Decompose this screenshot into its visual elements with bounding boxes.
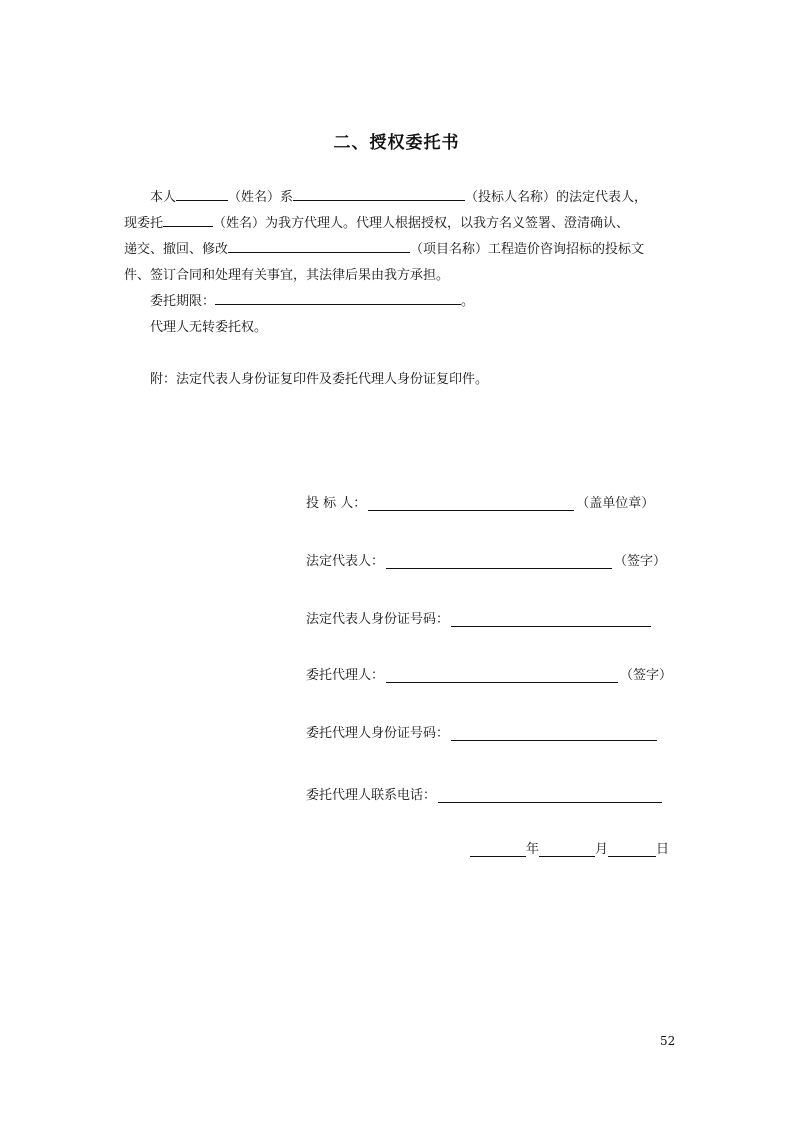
text-segment: （投标人名称）的法定代表人， [465,190,648,205]
agent-id-blank[interactable] [451,726,657,741]
bidder-signature-row [306,492,654,511]
spacer [124,341,684,367]
agent-blank[interactable] [386,668,618,683]
day-label: 日 [656,842,670,857]
paragraph-line-4: 件、签订合同和处理有关事宜，其法律后果由我方承担。 [124,268,450,283]
text-segment: （项目名称）工程造价咨询招标的投标文 [410,242,645,257]
text-segment: 现委托 [124,216,164,231]
term-line [124,289,684,315]
text-segment: （姓名）系 [228,190,294,205]
bidder-name-blank[interactable] [293,188,465,201]
agent-signature-row [306,664,672,683]
legal-rep-id-blank[interactable] [451,612,651,627]
term-blank[interactable] [215,292,461,305]
term-label: 委托期限： [150,294,216,309]
project-name-blank[interactable] [228,240,410,253]
month-label: 月 [595,842,609,857]
text-segment: 本人 [150,190,177,205]
legal-rep-label: 法定代表人： [306,554,385,569]
text-segment: 递交、撤回、修改 [124,242,229,257]
page-number: 52 [660,1034,676,1048]
seal-note: （盖单位章） [576,496,655,511]
month-blank[interactable] [539,842,595,857]
legal-rep-id-row [306,608,653,627]
agent-name-blank[interactable] [163,214,213,227]
legal-rep-id-label: 法定代表人身份证号码： [306,612,450,627]
date-row [470,838,669,857]
agent-id-label: 委托代理人身份证号码： [306,726,450,741]
day-blank[interactable] [608,842,656,857]
document-title: 二、授权委托书 [333,133,460,153]
sign-note: （签字） [614,554,667,569]
bidder-blank[interactable] [368,496,574,511]
agent-phone-blank[interactable] [438,788,662,803]
paragraph-line-3 [124,237,684,263]
legal-rep-signature-row [306,550,666,569]
agent-phone-row [306,784,664,803]
attachment-note: 附：法定代表人身份证复印件及委托代理人身份证复印件。 [150,372,489,387]
authorization-paragraph [124,185,684,393]
bidder-label: 投 标 人： [306,496,367,511]
agent-label: 委托代理人： [306,668,385,683]
sign-note: （签字） [620,668,673,683]
agent-phone-label: 委托代理人联系电话： [306,788,437,803]
year-label: 年 [526,842,540,857]
paragraph-line-1 [124,185,684,211]
legal-rep-blank[interactable] [386,554,612,569]
paragraph-line-2 [124,211,684,237]
name-blank[interactable] [176,188,228,201]
no-subdelegation: 代理人无转委托权。 [150,320,268,335]
text-segment: （姓名）为我方代理人。代理人根据授权，以我方名义签署、澄清确认、 [213,216,630,231]
text-segment: 。 [461,294,475,309]
year-blank[interactable] [470,842,526,857]
agent-id-row [306,722,659,741]
